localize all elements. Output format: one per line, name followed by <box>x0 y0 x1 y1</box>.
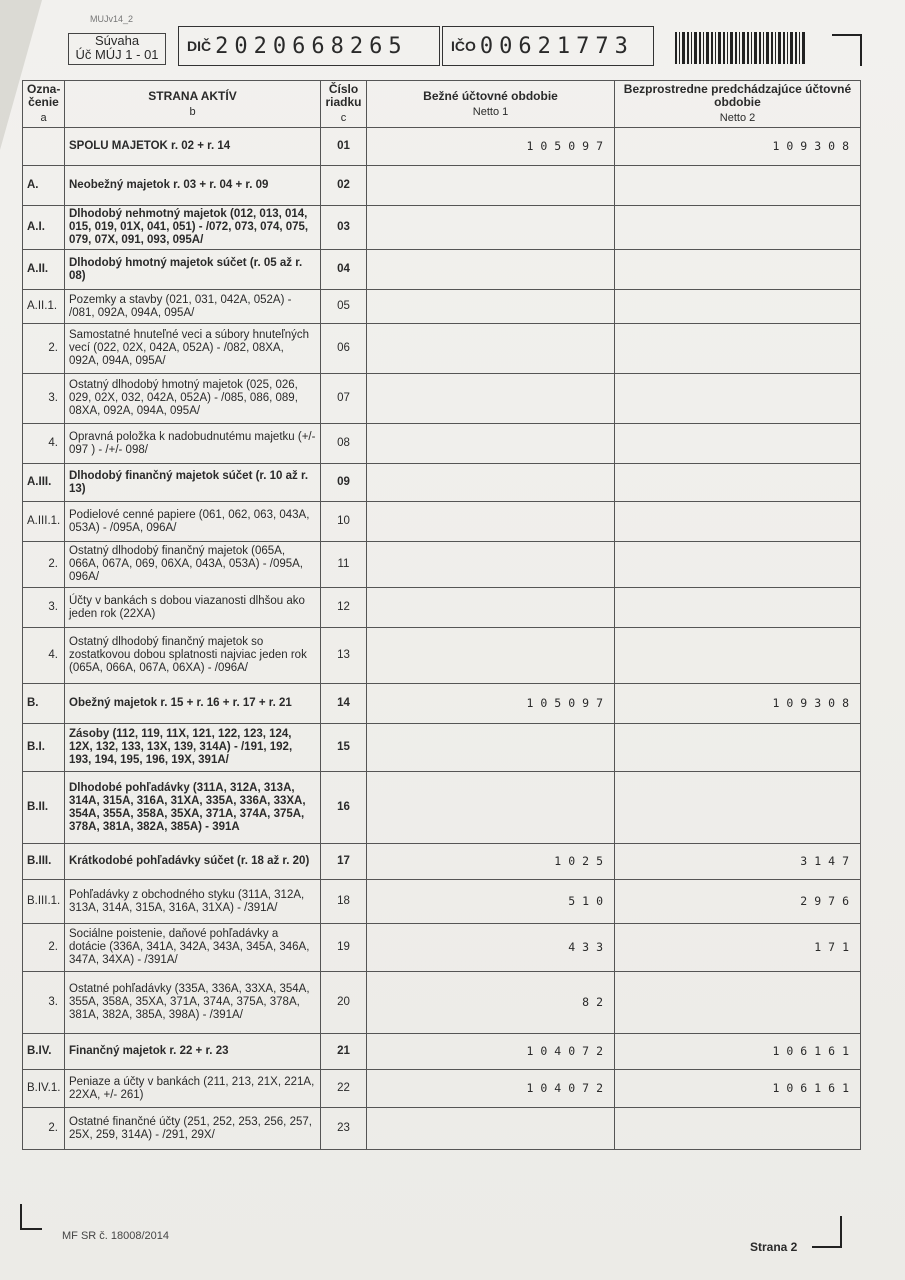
value-previous-period <box>615 206 861 250</box>
row-number: 03 <box>321 206 367 250</box>
value-current-period: 104072 <box>367 1070 615 1108</box>
table-row <box>23 1034 861 1070</box>
table-row <box>23 844 861 880</box>
value-previous-period: 171 <box>615 924 861 972</box>
row-description: Obežný majetok r. 15 + r. 16 + r. 17 + r. 21 <box>65 684 321 724</box>
row-number: 11 <box>321 542 367 588</box>
table-row <box>23 290 861 324</box>
value-current-period: 433 <box>367 924 615 972</box>
col-mark-header <box>23 81 65 128</box>
value-current-period: 105097 <box>367 684 615 724</box>
row-number: 02 <box>321 166 367 206</box>
value-previous-period <box>615 724 861 772</box>
row-mark: B. <box>23 684 65 724</box>
row-number: 08 <box>321 424 367 464</box>
row-mark <box>23 128 65 166</box>
col-current-label: Bežné účtovné obdobie <box>423 88 558 103</box>
row-description: Sociálne poistenie, daňové pohľadávky a dotácie (336A, 341A, 342A, 343A, 345A, 346A, 347A, 34XA) - /391A/ <box>65 924 321 972</box>
row-number: 14 <box>321 684 367 724</box>
value-previous-period: 106161 <box>615 1034 861 1070</box>
col-row-header <box>321 81 367 128</box>
table-row <box>23 972 861 1034</box>
table-row <box>23 374 861 424</box>
row-number: 16 <box>321 772 367 844</box>
row-number: 20 <box>321 972 367 1034</box>
table-row <box>23 724 861 772</box>
table-row <box>23 1070 861 1108</box>
table-row <box>23 250 861 290</box>
row-description: Finančný majetok r. 22 + r. 23 <box>65 1034 321 1070</box>
value-previous-period <box>615 972 861 1034</box>
row-number: 06 <box>321 324 367 374</box>
row-mark: 2. <box>23 542 65 588</box>
row-number: 05 <box>321 290 367 324</box>
value-previous-period <box>615 1108 861 1150</box>
row-description: Dlhodobý hmotný majetok súčet (r. 05 až r. 08) <box>65 250 321 290</box>
value-previous-period <box>615 166 861 206</box>
row-mark: B.I. <box>23 724 65 772</box>
value-current-period <box>367 290 615 324</box>
page-number: Strana 2 <box>750 1240 798 1254</box>
col-row-sub: c <box>340 112 347 124</box>
col-current-sub: Netto 1 <box>472 105 509 118</box>
form-code: MUJv14_2 <box>90 14 134 24</box>
table-row <box>23 628 861 684</box>
row-description: Ostatné pohľadávky (335A, 336A, 33XA, 354A, 355A, 358A, 35XA, 371A, 374A, 375A, 378A, 381A, 382A, 385A, 398A) - /391A/ <box>65 972 321 1034</box>
value-current-period <box>367 502 615 542</box>
row-mark: 4. <box>23 424 65 464</box>
row-mark: 2. <box>23 324 65 374</box>
value-current-period: 82 <box>367 972 615 1034</box>
row-description: Ostatný dlhodobý finančný majetok so zostatkovou dobou splatnosti najviac jeden rok (065A, 066A, 067A, 06XA) - /096A/ <box>65 628 321 684</box>
value-current-period <box>367 250 615 290</box>
row-number: 13 <box>321 628 367 684</box>
table-row <box>23 324 861 374</box>
row-mark: B.IV. <box>23 1034 65 1070</box>
row-number: 01 <box>321 128 367 166</box>
table-row <box>23 464 861 502</box>
row-mark: 3. <box>23 588 65 628</box>
row-mark: A.I. <box>23 206 65 250</box>
row-description: Ostatné finančné účty (251, 252, 253, 256, 257, 25X, 259, 314A) - /291, 29X/ <box>65 1108 321 1150</box>
table-row <box>23 880 861 924</box>
row-description: Neobežný majetok r. 03 + r. 04 + r. 09 <box>65 166 321 206</box>
value-previous-period: 3147 <box>615 844 861 880</box>
row-description: Dlhodobý finančný majetok súčet (r. 10 až r. 13) <box>65 464 321 502</box>
value-current-period: 510 <box>367 880 615 924</box>
table-row <box>23 166 861 206</box>
row-number: 22 <box>321 1070 367 1108</box>
value-current-period <box>367 424 615 464</box>
row-description: Krátkodobé pohľadávky súčet (r. 18 až r. 20) <box>65 844 321 880</box>
row-number: 07 <box>321 374 367 424</box>
row-description: Podielové cenné papiere (061, 062, 063, 043A, 053A) - /095A, 096A/ <box>65 502 321 542</box>
table-row <box>23 502 861 542</box>
form-title-box <box>68 33 166 65</box>
value-previous-period <box>615 290 861 324</box>
row-description: Pozemky a stavby (021, 031, 042A, 052A) - /081, 092A, 094A, 095A/ <box>65 290 321 324</box>
col-mark-sub: a <box>40 112 47 124</box>
table-row <box>23 206 861 250</box>
value-current-period <box>367 772 615 844</box>
row-number: 18 <box>321 880 367 924</box>
row-mark: 3. <box>23 972 65 1034</box>
row-mark: A.III.1. <box>23 502 65 542</box>
ico-label: IČO <box>451 38 476 54</box>
table-row <box>23 588 861 628</box>
row-description: Dlhodobý nehmotný majetok (012, 013, 014, 015, 019, 01X, 041, 051) - /072, 073, 074, 075, 079, 07X, 091, 093, 095A/ <box>65 206 321 250</box>
value-previous-period: 109308 <box>615 684 861 724</box>
table-row <box>23 128 861 166</box>
col-desc-sub: b <box>189 105 196 118</box>
value-previous-period: 2976 <box>615 880 861 924</box>
col-current-header <box>367 81 615 128</box>
value-current-period: 104072 <box>367 1034 615 1070</box>
row-mark: 4. <box>23 628 65 684</box>
col-row-label: Číslo riadku <box>325 82 362 109</box>
assets-table <box>22 80 861 1150</box>
row-description: Zásoby (112, 119, 11X, 121, 122, 123, 124, 12X, 132, 133, 13X, 139, 314A) - /191, 192, 193, 194, 195, 196, 19X, 391A/ <box>65 724 321 772</box>
col-previous-header <box>615 81 861 128</box>
value-current-period <box>367 628 615 684</box>
table-row <box>23 1108 861 1150</box>
value-previous-period: 106161 <box>615 1070 861 1108</box>
table-row <box>23 542 861 588</box>
value-previous-period: 109308 <box>615 128 861 166</box>
row-description: Dlhodobé pohľadávky (311A, 312A, 313A, 314A, 315A, 316A, 31XA, 335A, 336A, 33XA, 354A, 355A, 358A, 35XA, 371A, 374A, 375A, 378A, 381A, 382A, 385A) - 391A <box>65 772 321 844</box>
row-number: 19 <box>321 924 367 972</box>
value-current-period: 105097 <box>367 128 615 166</box>
value-current-period <box>367 166 615 206</box>
col-desc-header <box>65 81 321 128</box>
dic-field <box>178 26 440 66</box>
table-body <box>23 128 861 1150</box>
row-mark: A.III. <box>23 464 65 502</box>
corner-mark-top-right <box>832 34 862 66</box>
value-previous-period <box>615 324 861 374</box>
dic-label: DIČ <box>187 38 212 54</box>
value-previous-period <box>615 502 861 542</box>
form-subtitle: Úč MÚJ 1 - 01 <box>75 47 159 62</box>
row-mark: B.III.1. <box>23 880 65 924</box>
row-description: Samostatné hnuteľné veci a súbory hnuteľných vecí (022, 02X, 042A, 052A) - /082, 08XA, 092A, 094A, 095A/ <box>65 324 321 374</box>
value-previous-period <box>615 250 861 290</box>
value-current-period <box>367 588 615 628</box>
corner-mark-bottom-right <box>812 1216 842 1248</box>
value-current-period <box>367 324 615 374</box>
value-previous-period <box>615 588 861 628</box>
form-title: Súvaha <box>94 33 140 48</box>
dic-value: 2020668265 <box>215 33 408 59</box>
value-current-period <box>367 374 615 424</box>
value-current-period <box>367 542 615 588</box>
ico-value: 00621773 <box>479 33 634 59</box>
row-mark: B.II. <box>23 772 65 844</box>
value-previous-period <box>615 542 861 588</box>
row-description: Pohľadávky z obchodného styku (311A, 312A, 313A, 314A, 315A, 316A, 31XA) - /391A/ <box>65 880 321 924</box>
row-number: 17 <box>321 844 367 880</box>
value-previous-period <box>615 374 861 424</box>
row-number: 23 <box>321 1108 367 1150</box>
row-mark: 3. <box>23 374 65 424</box>
ico-field <box>442 26 654 66</box>
value-current-period <box>367 1108 615 1150</box>
row-description: Ostatný dlhodobý hmotný majetok (025, 026, 029, 02X, 032, 042A, 052A) - /085, 086, 089, 08XA, 092A, 094A, 095A/ <box>65 374 321 424</box>
table-row <box>23 684 861 724</box>
table-row <box>23 424 861 464</box>
col-mark-label: Ozna-čenie <box>27 82 61 109</box>
row-mark: A.II.1. <box>23 290 65 324</box>
col-previous-label: Bezprostredne predchádzajúce účtovné obdobie <box>623 82 852 109</box>
col-previous-sub: Netto 2 <box>719 112 756 124</box>
value-previous-period <box>615 424 861 464</box>
row-description: Účty v bankách s dobou viazanosti dlhšou ako jeden rok (22XA) <box>65 588 321 628</box>
value-current-period <box>367 206 615 250</box>
row-description: Peniaze a účty v bankách (211, 213, 21X, 221A, 22XA, +/- 261) <box>65 1070 321 1108</box>
row-mark: A.II. <box>23 250 65 290</box>
barcode <box>675 32 807 64</box>
value-current-period <box>367 724 615 772</box>
row-mark: B.III. <box>23 844 65 880</box>
row-mark: 2. <box>23 1108 65 1150</box>
row-description: Opravná položka k nadobudnutému majetku (+/- 097 ) - /+/- 098/ <box>65 424 321 464</box>
table-row <box>23 924 861 972</box>
row-number: 10 <box>321 502 367 542</box>
col-desc-label: STRANA AKTÍV <box>148 88 237 103</box>
ministry-reference: MF SR č. 18008/2014 <box>62 1230 170 1242</box>
table-header-row <box>23 81 861 128</box>
row-description: SPOLU MAJETOK r. 02 + r. 14 <box>65 128 321 166</box>
corner-mark-bottom-left <box>20 1204 42 1230</box>
value-previous-period <box>615 772 861 844</box>
row-number: 15 <box>321 724 367 772</box>
row-mark: B.IV.1. <box>23 1070 65 1108</box>
row-mark: 2. <box>23 924 65 972</box>
value-previous-period <box>615 628 861 684</box>
value-current-period <box>367 464 615 502</box>
value-previous-period <box>615 464 861 502</box>
table-row <box>23 772 861 844</box>
row-description: Ostatný dlhodobý finančný majetok (065A, 066A, 067A, 069, 06XA, 043A, 053A) - /095A, 096A/ <box>65 542 321 588</box>
row-number: 09 <box>321 464 367 502</box>
row-mark: A. <box>23 166 65 206</box>
row-number: 21 <box>321 1034 367 1070</box>
row-number: 12 <box>321 588 367 628</box>
value-current-period: 1025 <box>367 844 615 880</box>
row-number: 04 <box>321 250 367 290</box>
